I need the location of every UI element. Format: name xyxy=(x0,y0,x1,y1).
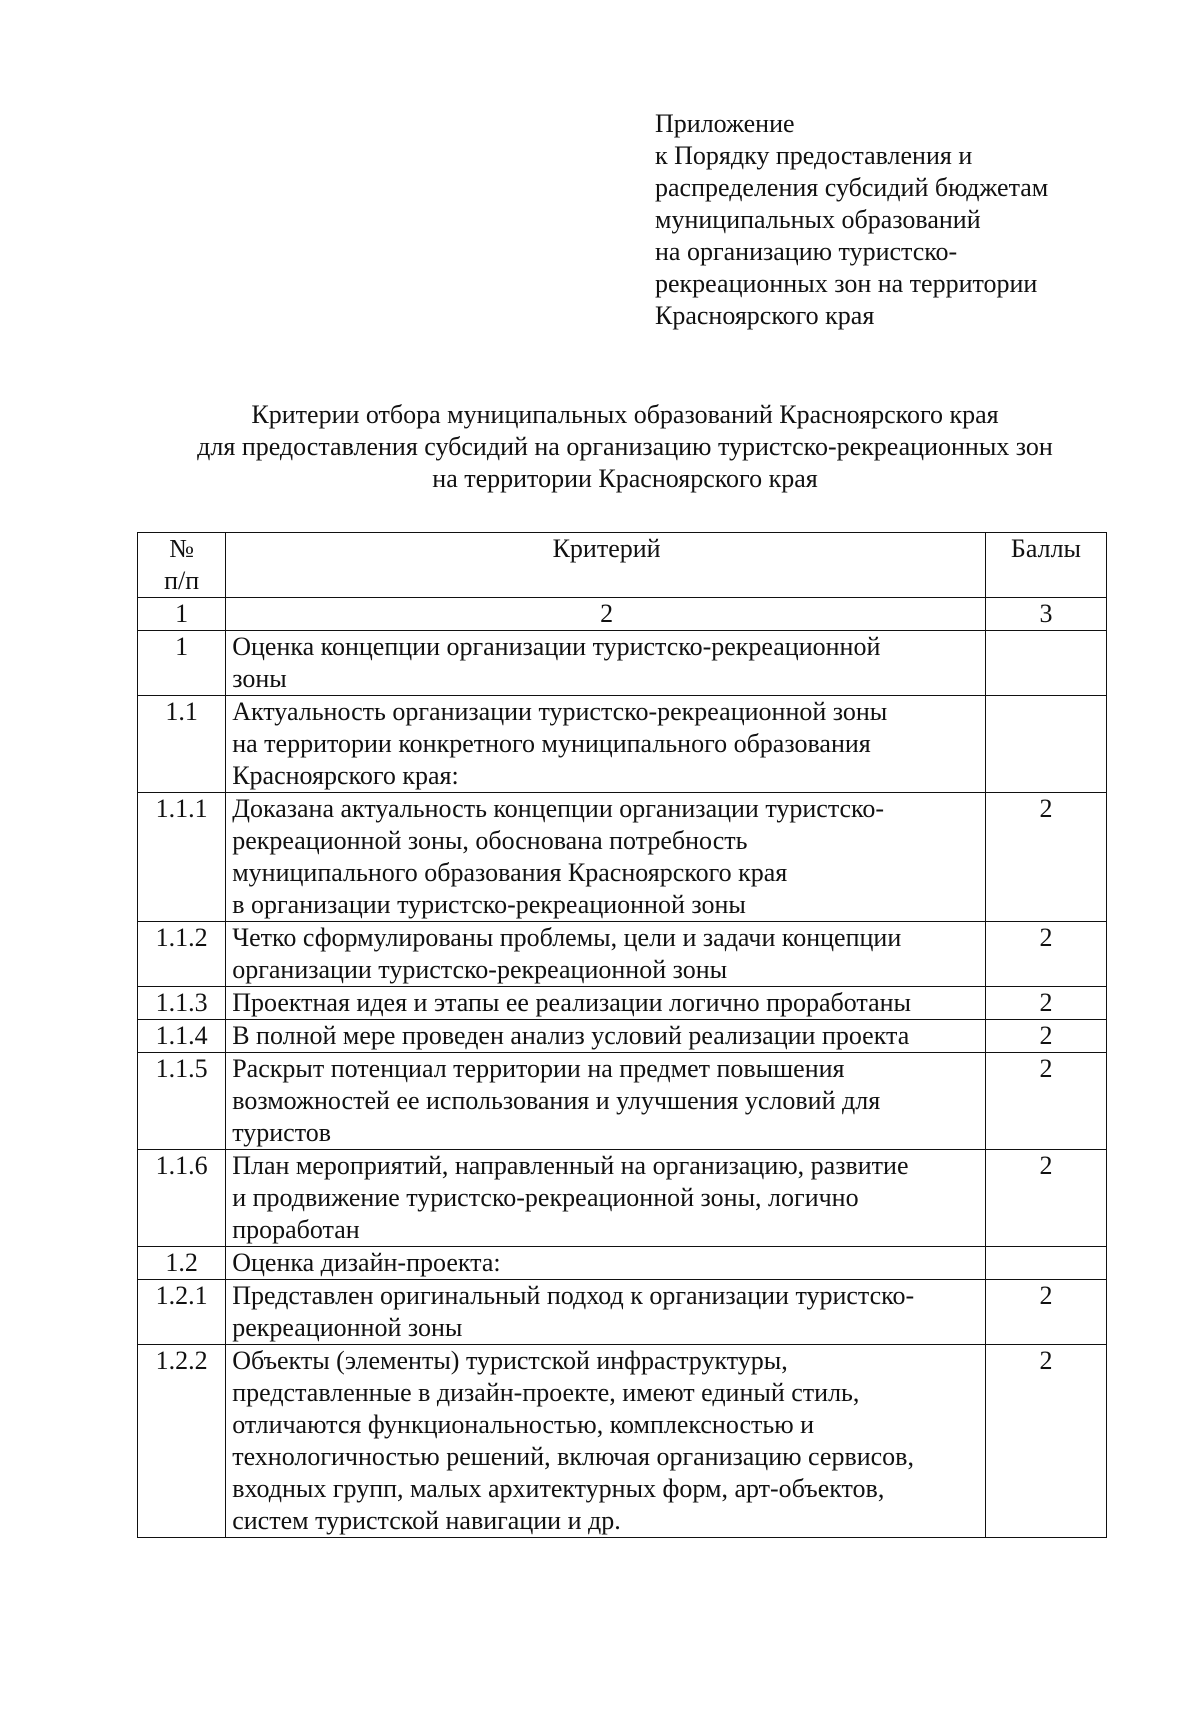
row-number: 1.1.5 xyxy=(138,1053,226,1150)
appendix-line: к Порядку предоставления и xyxy=(655,141,973,170)
criterion-line: Объекты (элементы) туристской инфраструктуры, xyxy=(232,1346,788,1375)
row-number: 1.1.4 xyxy=(138,1020,226,1053)
criterion-line: в организации туристско-рекреационной зоны xyxy=(232,890,746,919)
document-title xyxy=(100,399,1150,495)
table-row xyxy=(138,987,1107,1020)
criterion-line: Оценка дизайн-проекта: xyxy=(232,1248,501,1277)
criterion-line: туристов xyxy=(232,1118,331,1147)
criterion-line: В полной мере проведен анализ условий реализации проекта xyxy=(232,1021,910,1050)
row-score xyxy=(985,631,1106,696)
row-score: 2 xyxy=(985,1053,1106,1150)
row-score: 2 xyxy=(985,1020,1106,1053)
criteria-table xyxy=(137,532,1107,1538)
row-number: 1.2 xyxy=(138,1247,226,1280)
table-index-row xyxy=(138,598,1107,631)
table-row xyxy=(138,1053,1107,1150)
row-score: 2 xyxy=(985,1345,1106,1538)
criterion-line: Проектная идея и этапы ее реализации логично проработаны xyxy=(232,988,912,1017)
criterion-line: отличаются функциональностью, комплексностью и xyxy=(232,1410,815,1439)
criterion-line: систем туристской навигации и др. xyxy=(232,1506,621,1535)
table-row xyxy=(138,631,1107,696)
row-criterion xyxy=(226,793,986,922)
criterion-line: технологичностью решений, включая организацию сервисов, xyxy=(232,1442,914,1471)
criterion-line: возможностей ее использования и улучшения условий для xyxy=(232,1086,881,1115)
criterion-line: проработан xyxy=(232,1215,360,1244)
appendix-line: распределения субсидий бюджетам xyxy=(655,173,1049,202)
row-score xyxy=(985,1247,1106,1280)
table-row xyxy=(138,1247,1107,1280)
criterion-line: зоны xyxy=(232,664,287,693)
criteria-body xyxy=(138,631,1107,1538)
criterion-line: и продвижение туристско-рекреационной зоны, логично xyxy=(232,1183,859,1212)
row-number: 1 xyxy=(138,631,226,696)
row-criterion xyxy=(226,1020,986,1053)
row-score xyxy=(985,696,1106,793)
row-number: 1.1.3 xyxy=(138,987,226,1020)
header-criterion: Критерий xyxy=(226,533,986,598)
criterion-line: муниципального образования Красноярского края xyxy=(232,858,788,887)
index-cell: 2 xyxy=(226,598,986,631)
row-criterion xyxy=(226,1247,986,1280)
criterion-line: на территории конкретного муниципального образования xyxy=(232,729,871,758)
criterion-line: рекреационной зоны, обоснована потребность xyxy=(232,826,748,855)
criterion-line: Раскрыт потенциал территории на предмет повышения xyxy=(232,1054,845,1083)
row-number: 1.2.1 xyxy=(138,1280,226,1345)
row-criterion xyxy=(226,1345,986,1538)
title-line: для предоставления субсидий на организацию туристско-рекреационных зон xyxy=(197,432,1053,461)
header-number-line: № xyxy=(169,534,195,563)
header-number-line: п/п xyxy=(164,566,200,595)
table-row xyxy=(138,1345,1107,1538)
row-number: 1.1 xyxy=(138,696,226,793)
criterion-line: Оценка концепции организации туристско-рекреационной xyxy=(232,632,881,661)
index-cell: 3 xyxy=(985,598,1106,631)
table-row xyxy=(138,1020,1107,1053)
appendix-line: рекреационных зон на территории xyxy=(655,269,1038,298)
criterion-line: Четко сформулированы проблемы, цели и задачи концепции xyxy=(232,923,902,952)
row-number: 1.1.2 xyxy=(138,922,226,987)
criterion-line: Доказана актуальность концепции организации туристско- xyxy=(232,794,885,823)
criterion-line: входных групп, малых архитектурных форм, арт-объектов, xyxy=(232,1474,885,1503)
row-score: 2 xyxy=(985,1280,1106,1345)
appendix-line: Приложение xyxy=(655,109,795,138)
row-number: 1.2.2 xyxy=(138,1345,226,1538)
row-score: 2 xyxy=(985,1150,1106,1247)
criterion-line: Представлен оригинальный подход к организации туристско- xyxy=(232,1281,915,1310)
table-row xyxy=(138,1280,1107,1345)
table-header-row xyxy=(138,533,1107,598)
table-row xyxy=(138,922,1107,987)
appendix-line: муниципальных образований xyxy=(655,205,981,234)
row-criterion xyxy=(226,987,986,1020)
row-criterion xyxy=(226,1280,986,1345)
criterion-line: представленные в дизайн-проекте, имеют единый стиль, xyxy=(232,1378,860,1407)
appendix-line: на организацию туристско- xyxy=(655,237,958,266)
header-score: Баллы xyxy=(985,533,1106,598)
criterion-line: Красноярского края: xyxy=(232,761,459,790)
title-line: Критерии отбора муниципальных образований Красноярского края xyxy=(251,400,999,429)
criterion-line: План мероприятий, направленный на организацию, развитие xyxy=(232,1151,909,1180)
table-row xyxy=(138,793,1107,922)
appendix-note xyxy=(655,108,1135,332)
row-criterion xyxy=(226,631,986,696)
row-number: 1.1.6 xyxy=(138,1150,226,1247)
row-criterion xyxy=(226,922,986,987)
criterion-line: Актуальность организации туристско-рекреационной зоны xyxy=(232,697,888,726)
row-criterion xyxy=(226,696,986,793)
title-line: на территории Красноярского края xyxy=(432,464,818,493)
index-cell: 1 xyxy=(138,598,226,631)
header-number xyxy=(138,533,226,598)
row-criterion xyxy=(226,1053,986,1150)
appendix-line: Красноярского края xyxy=(655,301,875,330)
row-score: 2 xyxy=(985,987,1106,1020)
row-score: 2 xyxy=(985,922,1106,987)
criterion-line: организации туристско-рекреационной зоны xyxy=(232,955,728,984)
table-row xyxy=(138,696,1107,793)
criterion-line: рекреационной зоны xyxy=(232,1313,463,1342)
row-score: 2 xyxy=(985,793,1106,922)
row-number: 1.1.1 xyxy=(138,793,226,922)
row-criterion xyxy=(226,1150,986,1247)
table-row xyxy=(138,1150,1107,1247)
